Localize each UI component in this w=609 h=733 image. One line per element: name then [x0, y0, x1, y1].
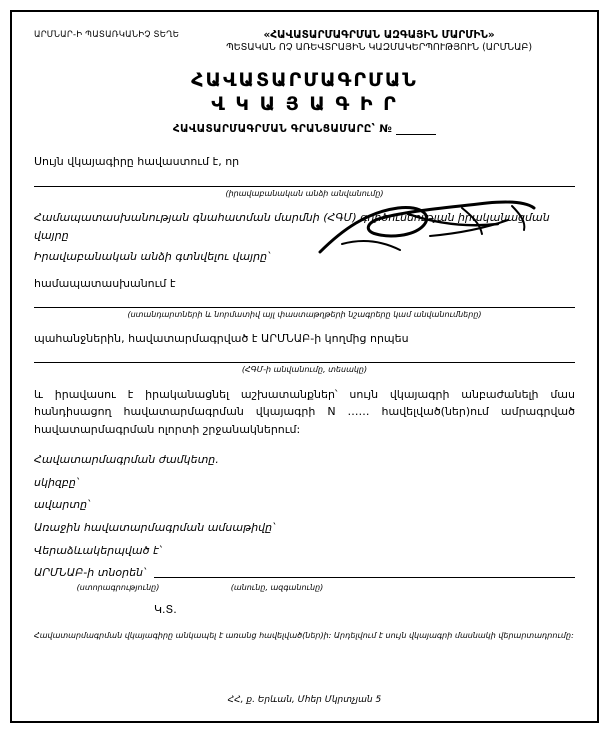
field-end-date[interactable]: ավարտը՝: [34, 498, 90, 512]
cgm-location-line1: Համապատասխանության գնահատման մարմնի (ՀԳՄ) գործունեության իրականացման: [34, 210, 550, 224]
fields-block: [34, 449, 575, 562]
signature-row: [34, 564, 575, 581]
scope-block: [34, 209, 575, 266]
footnote-text: Հավատարմագրման վկայագիրը անկապել է առանց հավելված(ներ)ի: Արդելվում է սույն վկայագրի մասնակի վերարտադրումը:: [34, 630, 574, 640]
stamp-placeholder: Կ.Տ.: [154, 602, 177, 616]
org-title: [183, 28, 575, 55]
title-block: [34, 69, 575, 136]
org-title-line2: ՊԵՏԱԿԱՆ ՈՉ ԱՌԵՎՏՐԱՅԻՆ ԿԱԶՄԱԿԵՐՊՈՒԹՅՈՒՆ (ԱՐՄՆԱԲ): [226, 42, 533, 54]
registration-number-label: ՀԱՎԱՏԱՐՄԱԳՐՄԱՆ ԳՐԱՆՑԱՄԱՐԸ՝ №: [172, 123, 393, 136]
intro-text: Սույն վկայագիրը հավաստում է, որ: [34, 155, 240, 169]
conformity-line: համապատասխանում է: [34, 276, 176, 290]
rights-paragraph: և իրավասու է իրականացնել աշխատանքներ՝ սույն վկայագրի անբաժանելի մաս հանդիսացող հավատարմագրման վկայագրի N …… հավելված(ներ)ում ամրագրված հավատարմագրման ոլորտի շրջանակներում:: [34, 387, 575, 436]
org-left-label: ԱՐՄՆԱՐ-Ի ՊԱՏԱՌԿԱՆԻՉ ՏԵՂԵ: [34, 30, 180, 40]
requirements-line: պահանջներին, հավատարմագրված է ԱՐՄՆԱԲ-ի կողմից որպես: [34, 332, 409, 346]
certificate-frame: [10, 10, 599, 723]
signature-blank[interactable]: [154, 576, 575, 578]
header: [34, 28, 575, 55]
cgm-location-line2: վայրը: [34, 228, 69, 242]
registration-number-row: [34, 123, 575, 135]
caption-standards: (ստանդարտների և նորմատիվ այլ փաստաթղթերի նշագրերը կամ անվանումները): [127, 309, 482, 319]
document-title-line2: Վ Կ Ա Յ Ա Գ Ի Ր: [211, 92, 398, 115]
field-first-accreditation-date[interactable]: Առաջին հավատարմագրման ամսաթիվը՝: [34, 521, 275, 534]
document-body: [34, 153, 575, 640]
legal-address-line: Իրավաբանական անձի գտնվելու վայրը՝: [34, 250, 270, 264]
registration-number-blank[interactable]: [396, 123, 436, 135]
caption-cgm-scope: (ՀԳՄ-ի անվանումը, տեսակը): [241, 365, 368, 375]
org-title-line1: «ՀԱՎԱՏԱՐՄԱԳՐՄԱՆ ԱԶԳԱՅԻՆ ՄԱՐՄԻՆ»: [263, 29, 495, 41]
blank-line-org-name[interactable]: [34, 185, 575, 187]
blank-line-standards[interactable]: [34, 306, 575, 308]
document-title-line1: ՀԱՎԱՏԱՐՄԱԳՐՄԱՆ: [191, 68, 418, 91]
caption-signature: (ստորագրությունը): [76, 583, 160, 593]
signature-captions: [34, 582, 575, 594]
footer-address: ՀՀ, ք. Երևան, Մհեր Մկրտչյան 5: [227, 695, 382, 705]
caption-org-name: (իրավաբանական անձի անվանումը): [225, 188, 384, 198]
field-reissued[interactable]: Վերաձևակերպված է՝: [34, 543, 162, 557]
blank-line-cgm-scope[interactable]: [34, 361, 575, 363]
field-start-date[interactable]: սկիզբը՝: [34, 475, 79, 489]
caption-name-surname: (անունը, ազգանունը): [230, 583, 324, 593]
field-term-label: Հավատարմագրման ժամկետը․: [34, 453, 219, 467]
director-label: ԱՐՄՆԱԲ-ի տնօրեն՝: [34, 566, 146, 580]
